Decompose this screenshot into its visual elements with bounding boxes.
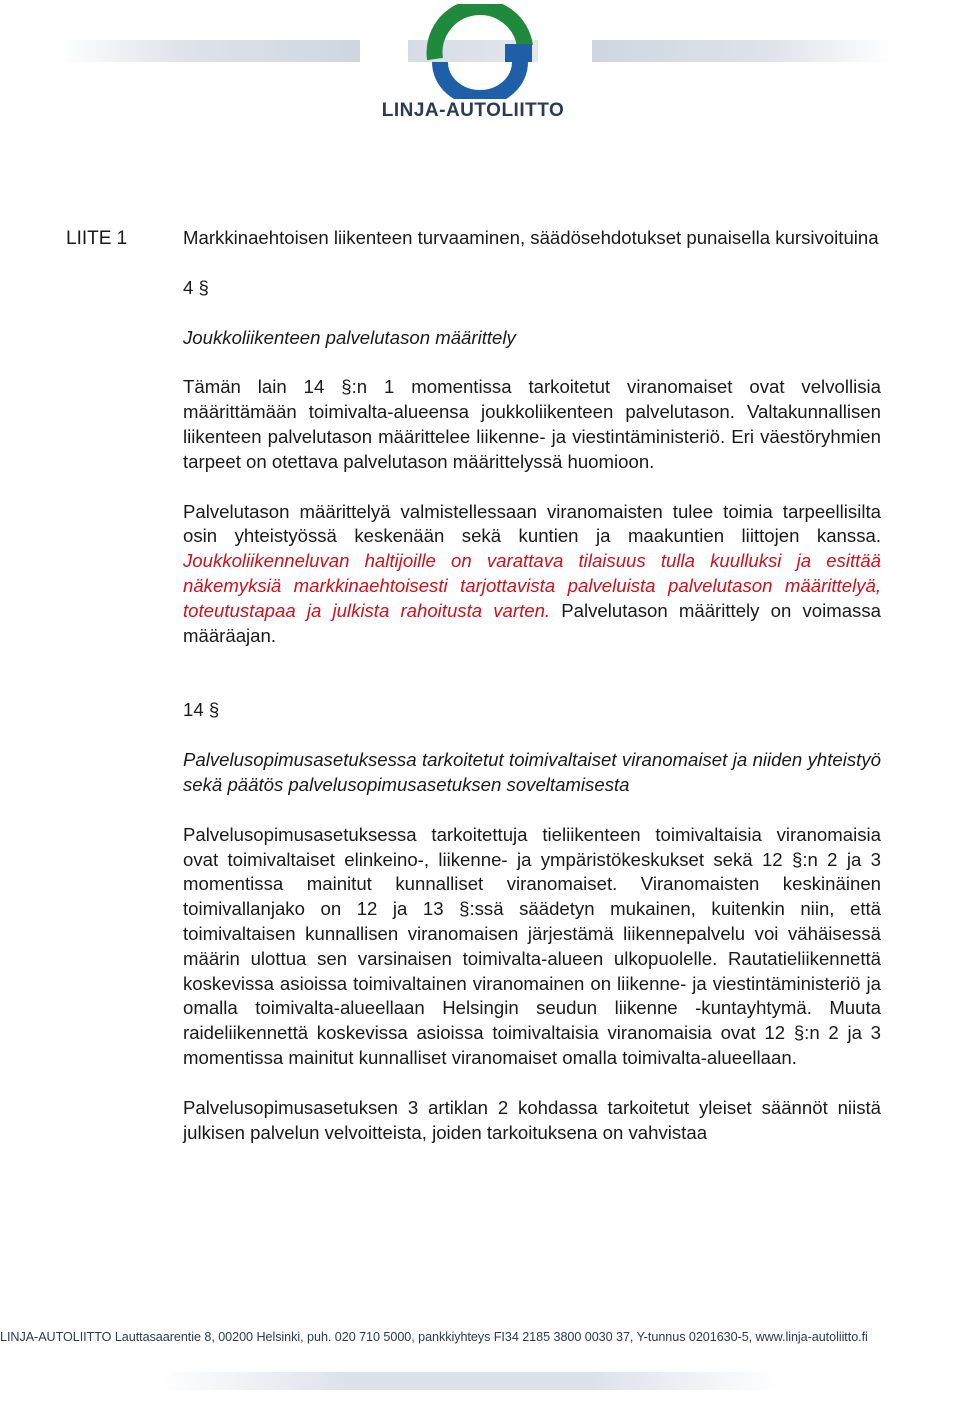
paragraph-text: Palvelutason määrittelyä valmistellessaan viranomaisten tulee toimia tarpeellisilta osin yhteistyössä keskenään sekä kuntien ja maakuntien liittojen kanssa. bbox=[183, 500, 881, 547]
section-number: 4 § bbox=[183, 276, 209, 298]
proposed-text: Joukkoliikenneluvan haltijoille on varattava tilaisuus tulla kuulluksi ja esittää näkemyksiä markkinaehtoisesti tarjottavista palveluista palvelutason määrittelyä, toteutustapaa ja julkista rahoitusta varten. bbox=[183, 550, 881, 621]
attachment-label: LIITE 1 bbox=[66, 228, 128, 249]
paragraph: Tämän lain 14 §:n 1 momentissa tarkoitetut viranomaiset ovat velvollisia määrittämään toimivalta-alueensa joukkoliikenteen palvelutason. Valtakunnallisen liikenteen palvelutason määrittelee liikenne- ja viestintäministeriö. Eri väestöryhmien tarpeet on otettava palvelutason määrittelyssä huomioon. bbox=[183, 376, 881, 472]
section-heading: Palvelusopimusasetuksessa tarkoitetut toimivaltaiset viranomaiset ja niiden yhteistyö sekä päätös palvelusopimusasetuksen soveltamisesta bbox=[183, 749, 881, 795]
footer-contact-info: LINJA-AUTOLIITTO Lauttasaarentie 8, 00200 Helsinki, puh. 020 710 5000, pankkiyhteys FI34 2185 3800 0030 37, Y-tunnus 0201630-5, www.linja-autoliitto.fi bbox=[0, 1330, 868, 1344]
header-band-right bbox=[592, 40, 892, 62]
paragraph-with-proposal bbox=[183, 500, 881, 649]
header-band-left bbox=[60, 40, 360, 62]
paragraph: Palvelusopimusasetuksen 3 artiklan 2 kohdassa tarkoitetut yleiset säännöt niistä julkisen palvelun velvoitteista, joiden tarkoituksena on vahvistaa bbox=[183, 1096, 881, 1143]
section-number: 14 § bbox=[183, 699, 220, 721]
document-title: Markkinaehtoisen liikenteen turvaaminen, säädösehdotukset punaisella kursivoituina bbox=[183, 227, 879, 248]
linja-autoliitto-logo bbox=[410, 4, 550, 99]
paragraph: Palvelusopimusasetuksessa tarkoitettuja tieliikenteen toimivaltaisia viranomaisia ovat toimivaltaiset elinkeino-, liikenne- ja ympäristökeskukset sekä 12 §:n 2 ja 3 momentissa mainitut kunnalliset viranomaiset. Viranomaisten keskinäinen toimivallanjako on 12 ja 13 §:ssä säädetyn mukainen, kuitenkin niin, että toimivaltaisen kunnallisen viranomaisen järjestämä liikennepalvelu voi vähäisessä määrin ulottua sen varsinaisen toimivalta-alueen ulkopuolelle. Rautatieliikennettä koskevissa asioissa toimivaltainen viranomainen on liikenne- ja viestintäministeriö ja omalla toimivalta-alueellaan Helsingin seudun liikenne -kuntayhtymä. Muuta raideliikennettä koskevissa asioissa toimivaltaisia viranomaisia ovat 12 §:n 2 ja 3 momentissa mainitut kunnalliset viranomaiset omalla toimivalta-alueellaan. bbox=[183, 823, 881, 1068]
logo-text: LINJA-AUTOLIITTO bbox=[381, 100, 565, 121]
section-heading: Joukkoliikenteen palvelutason määrittely bbox=[183, 326, 516, 348]
footer-band bbox=[160, 1372, 780, 1390]
paragraph-text: Palvelutason määrittely on voimassa määräajan. bbox=[183, 599, 881, 646]
document-body bbox=[183, 226, 881, 1170]
